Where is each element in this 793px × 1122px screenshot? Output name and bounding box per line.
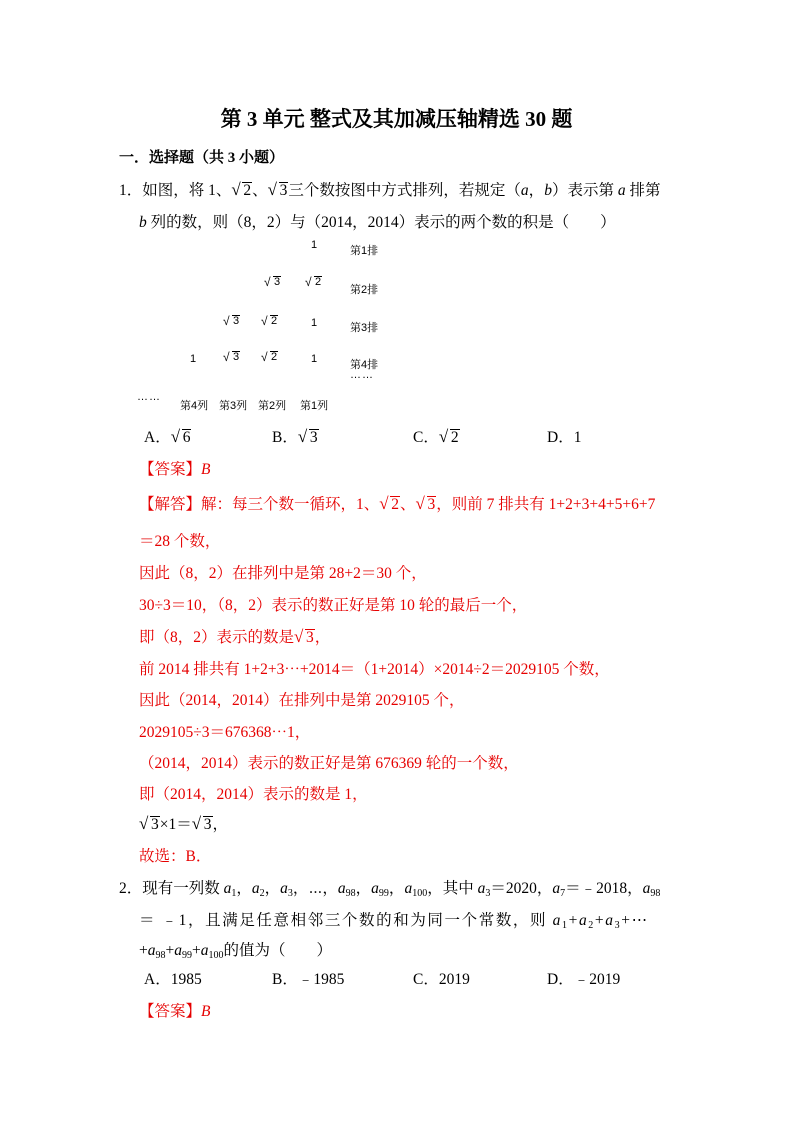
fig-r1c1: 1 [311, 239, 318, 251]
q2-line-1: 2．现有一列数 $a_1$，$a_2$，$a_3$，⋯，$a_{98}$，$a_{99}$，$a_{100}$，其中 $a_3=2020$，$a_7=﹣2018$，$a_{98}$ [119, 880, 661, 899]
q1-solution-line-4: 30÷3＝10，（8，2）表示的数正好是第 10 轮的最后一个， [139, 597, 528, 614]
q1-solution-line-3: 因此（8，2）在排列中是第 28+2＝30 个， [139, 565, 427, 582]
fig-r3c3: √ 3 [223, 315, 240, 328]
fig-r4c1: 1 [311, 353, 318, 365]
sqrt3-term: √ 3 [269, 182, 289, 200]
section-heading: 一．选择题（共 3 小题） [119, 150, 285, 166]
q1-solution-line-12: 故选：B． [139, 848, 212, 865]
fig-row-label-3: 第3排 [350, 322, 379, 334]
q1-option-d[interactable]: D．1 [547, 429, 582, 446]
q1-solution-line-8: 2029105÷3＝676368⋯1， [139, 724, 311, 741]
fig-row-label-2: 第2排 [350, 284, 379, 296]
q1-option-c[interactable]: C．√ 2 [413, 425, 460, 447]
q2-option-a[interactable]: A．1985 [144, 971, 202, 988]
fig-col-label-4: 第4列 [180, 400, 209, 412]
fig-r3c2: √ 2 [261, 315, 278, 328]
q1-solution-line-11: √ 3×1＝√ 3， [139, 812, 228, 834]
q2-option-c[interactable]: C．2019 [413, 971, 470, 988]
fig-col-label-2: 第2列 [258, 400, 287, 412]
q2-option-b[interactable]: B．﹣1985 [272, 971, 345, 988]
q1-option-a[interactable]: A．√ 6 [144, 425, 191, 447]
q1-solution-line-9: （2014，2014）表示的数正好是第 676369 轮的一个数， [139, 755, 519, 772]
q1-option-b[interactable]: B．√ 3 [272, 425, 319, 447]
fig-col-dots: …… [137, 391, 161, 403]
fig-r4c3: √ 3 [223, 351, 240, 364]
fig-row-label-1: 第1排 [350, 245, 379, 257]
fig-r4c4: 1 [190, 353, 197, 365]
q2-line-2: ＝ ﹣1，且满足任意相邻三个数的和为同一个常数，则 $a_1+a_2+a_3+\cdots$ [139, 912, 649, 931]
q1-solution-line-10: 即（2014，2014）表示的数是 1， [139, 786, 368, 803]
q1-solution-line-2: ＝28 个数， [139, 533, 221, 550]
q1-solution-line-1: 【解答】解：每三个数一循环，1、√ 2、√ 3，则前 7 排共有 1+2+3+4+5+6+7 [139, 492, 655, 514]
q2-option-d[interactable]: D．﹣2019 [547, 971, 621, 988]
q1-solution-line-5: 即（8，2）表示的数是√ 3， [139, 625, 330, 647]
q1-line-2: b 列的数，则（8，2）与（2014，2014）表示的两个数的积是（ ） [139, 214, 616, 231]
q2-answer: 【答案】B [139, 1003, 211, 1020]
fig-row-label-4: 第4排 [350, 359, 379, 371]
q1-solution-line-7: 因此（2014，2014）在排列中是第 2029105 个， [139, 692, 465, 709]
fig-row-dots: …… [350, 369, 374, 381]
q1-answer: 【答案】B [139, 461, 211, 478]
q2-line-3: $+a_{98}+a_{99}+a_{100}$的值为（ ） [139, 942, 333, 961]
q1-solution-line-6: 前 2014 排共有 1+2+3⋯+2014＝（1+2014）×2014÷2＝2029105 个数， [139, 661, 610, 678]
fig-r4c2: √ 2 [261, 351, 278, 364]
fig-r3c1: 1 [311, 317, 318, 329]
fig-r2c2: √ 3 [264, 276, 281, 289]
page-title: 第 3 单元 整式及其加减压轴精选 30 题 [220, 107, 573, 131]
fig-col-label-3: 第3列 [219, 400, 248, 412]
sqrt2-term: √ 2 [232, 182, 252, 200]
fig-col-label-1: 第1列 [300, 400, 329, 412]
q1-line-1: 1．如图，将 1、√ 2、√ 3三个数按图中方式排列，若规定（a，b）表示第 a 排第 [119, 178, 660, 200]
fig-r2c1: √ 2 [305, 276, 322, 289]
